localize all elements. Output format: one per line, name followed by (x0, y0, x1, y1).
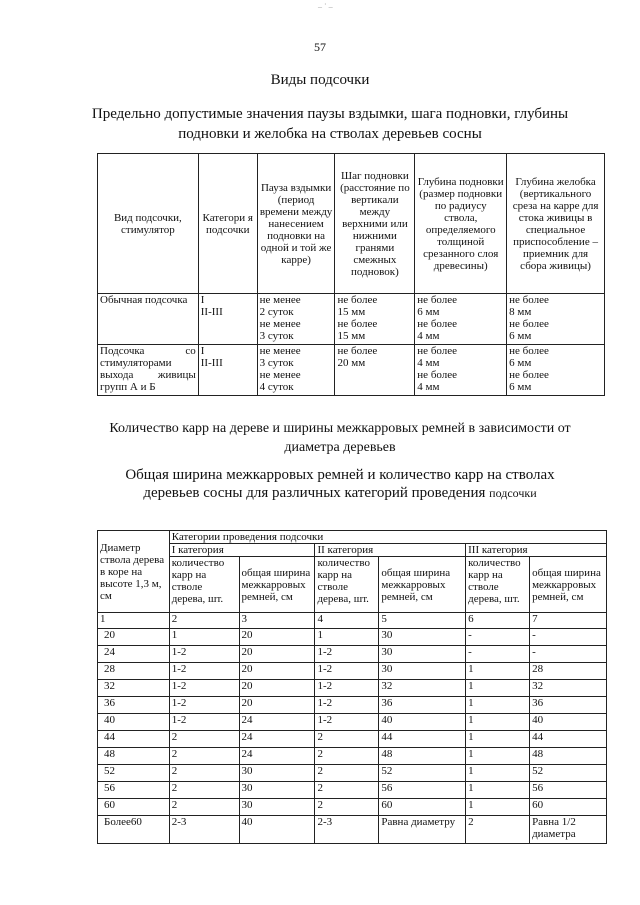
table-cell: 2 (315, 748, 379, 765)
t1-cell: Подсочка со стимуляторами выхода живицы групп А и Б (98, 345, 199, 396)
table-row (98, 663, 607, 680)
t2-header-group: Категории проведения подсочки (169, 531, 606, 544)
page-number: 57 (314, 40, 326, 54)
table-cell: 1-2 (169, 646, 239, 663)
table-row (98, 765, 607, 782)
table-cell: 20 (239, 697, 315, 714)
table-cell: - (466, 629, 530, 646)
table-tapping-limits (97, 153, 605, 396)
table-cell: 1-2 (315, 680, 379, 697)
table-cell: 2 (169, 765, 239, 782)
table-cell: 30 (379, 629, 466, 646)
table-cell: 40 (379, 714, 466, 731)
table-cell: 20 (239, 629, 315, 646)
table-cell: 48 (530, 748, 607, 765)
table-cell: 44 (379, 731, 466, 748)
table-cell: 60 (379, 799, 466, 816)
section-heading: Количество карр на дереве и ширины межкарровых ремней в зависимости от диаметра деревьев (109, 421, 571, 455)
t2-header-width: общая ширина межкарровых ремней, см (379, 557, 466, 613)
table-cell: 30 (379, 646, 466, 663)
table-cell: 24 (239, 731, 315, 748)
table-cell: 40 (530, 714, 607, 731)
table-cell: 2 (466, 816, 530, 844)
t1-cell: I II-III (198, 294, 257, 345)
table-cell: 5 (379, 613, 466, 629)
page-title: Виды подсочки (270, 72, 370, 88)
table-row (98, 714, 607, 731)
table-cell: 52 (379, 765, 466, 782)
table-cell: 52 (530, 765, 607, 782)
t2-header-width: общая ширина межкарровых ремней, см (530, 557, 607, 613)
t1-header-pause: Пауза вздымки (период времени между нанесением подновки на одной и той же карре) (257, 154, 335, 294)
table-cell: - (530, 646, 607, 663)
table-cell: 1 (466, 731, 530, 748)
table-cell: 1-2 (169, 714, 239, 731)
table-cell: 36 (98, 697, 170, 714)
table-cell: 1 (466, 663, 530, 680)
table-row (98, 613, 607, 629)
t1-header-depth: Глубина подновки (размер подновки по радиусу ствола, определяемого толщиной срезанного слоя древесины) (415, 154, 507, 294)
table-cell: 56 (379, 782, 466, 799)
table-row (98, 731, 607, 748)
table-cell: 48 (98, 748, 170, 765)
table-cell: 48 (379, 748, 466, 765)
t1-cell: не более 6 мм не более 6 мм (507, 345, 605, 396)
t1-cell: не менее 2 суток не менее 3 суток (257, 294, 335, 345)
table-cell: 1-2 (315, 714, 379, 731)
t1-header-groove: Глубина желобка (вертикального среза на карре для стока живицы в специальное приспособление –приемник для сбора живицы) (507, 154, 605, 294)
t1-header-type: Вид подсочки, стимулятор (98, 154, 199, 294)
t1-cell: I II-III (198, 345, 257, 396)
table-cell: 36 (530, 697, 607, 714)
table-cell: 2 (169, 748, 239, 765)
table-cell: 40 (98, 714, 170, 731)
table-cell: 44 (530, 731, 607, 748)
table-row (98, 646, 607, 663)
table-cell: 1-2 (315, 697, 379, 714)
table-cell: 2 (169, 731, 239, 748)
table-cell: Более60 (98, 816, 170, 844)
table-cell: 2 (169, 799, 239, 816)
table-cell: 30 (239, 765, 315, 782)
table-cell: 1 (466, 782, 530, 799)
t1-cell: не более 8 мм не более 6 мм (507, 294, 605, 345)
table-cell: 1-2 (315, 646, 379, 663)
t2-header-diameter: Диаметр ствола дерева в коре на высоте 1,3 м, см (98, 531, 170, 613)
table-cell: 52 (98, 765, 170, 782)
t1-header-step: Шаг подновки (расстояние по вертикали между верхними или нижними гранями смежных подновок) (335, 154, 415, 294)
table-cell: 40 (239, 816, 315, 844)
table-row (98, 629, 607, 646)
table-cell: 1 (169, 629, 239, 646)
table-cell: 30 (379, 663, 466, 680)
table-cell: 1 (466, 748, 530, 765)
table-cell: 28 (98, 663, 170, 680)
table-row (98, 799, 607, 816)
t1-cell: не более 6 мм не более 4 мм (415, 294, 507, 345)
table-cell: 1 (98, 613, 170, 629)
t2-header-count: количество карр на стволе дерева, шт. (466, 557, 530, 613)
table-cell: - (530, 629, 607, 646)
table-cell: 1 (466, 799, 530, 816)
table-cell: 44 (98, 731, 170, 748)
table-cell: 2 (315, 782, 379, 799)
t1-cell: Обычная подсочка (98, 294, 199, 345)
table-cell: 20 (239, 663, 315, 680)
table-cell: 20 (239, 646, 315, 663)
top-mark: _ · _ (318, 0, 333, 9)
table-cell: 56 (530, 782, 607, 799)
table-row (98, 782, 607, 799)
t1-cell: не более 20 мм (335, 345, 415, 396)
t1-cell: не менее 3 суток не менее 4 суток (257, 345, 335, 396)
table-cell: 24 (98, 646, 170, 663)
table-cell: 1 (466, 680, 530, 697)
table-cell: 7 (530, 613, 607, 629)
t2-header-count: количество карр на стволе дерева, шт. (169, 557, 239, 613)
table-cell: 2 (169, 782, 239, 799)
table-row (98, 697, 607, 714)
table-cell: 6 (466, 613, 530, 629)
table-cell: 1-2 (169, 663, 239, 680)
t1-header-category: Категори я подсочки (198, 154, 257, 294)
table-cell: 1-2 (169, 697, 239, 714)
table1-caption: Предельно допустимые значения паузы вздымки, шага подновки, глубины подновки и желобка на стволах деревьев сосны (91, 106, 569, 142)
t2-header-cat3: III категория (466, 544, 607, 557)
table-cell: 1 (315, 629, 379, 646)
table-cell: 24 (239, 748, 315, 765)
table-cell: 30 (239, 799, 315, 816)
table-cell: 2 (315, 731, 379, 748)
table-cell: 2 (315, 765, 379, 782)
table-carr-widths (97, 530, 607, 844)
t1-cell: не более 4 мм не более 4 мм (415, 345, 507, 396)
table-cell: Равна диаметру (379, 816, 466, 844)
table2-caption: Общая ширина межкарровых ремней и количество карр на стволах деревьев сосны для различных категорий проведения подсочки (125, 467, 555, 501)
table-cell: 56 (98, 782, 170, 799)
table-cell: 4 (315, 613, 379, 629)
table-cell: 30 (239, 782, 315, 799)
table-cell: 1-2 (315, 663, 379, 680)
table-cell: 20 (239, 680, 315, 697)
table-cell: 32 (530, 680, 607, 697)
table-cell: 28 (530, 663, 607, 680)
table-cell: 3 (239, 613, 315, 629)
table-cell: 1-2 (169, 680, 239, 697)
table-cell: 24 (239, 714, 315, 731)
table-cell: 2 (169, 613, 239, 629)
table-cell: 60 (530, 799, 607, 816)
table-cell: 1 (466, 697, 530, 714)
table-cell: 36 (379, 697, 466, 714)
t2-header-cat1: I категория (169, 544, 315, 557)
table-cell: 32 (98, 680, 170, 697)
table-cell: 1 (466, 765, 530, 782)
table-cell: Равна 1/2 диаметра (530, 816, 607, 844)
table-cell: 2 (315, 799, 379, 816)
table-cell: 2-3 (315, 816, 379, 844)
t2-header-cat2: II категория (315, 544, 466, 557)
table-row (98, 816, 607, 844)
table-cell: 32 (379, 680, 466, 697)
t2-header-count: количество карр на стволе дерева, шт. (315, 557, 379, 613)
table-cell: - (466, 646, 530, 663)
t1-cell: не более 15 мм не более 15 мм (335, 294, 415, 345)
table-cell: 60 (98, 799, 170, 816)
table-cell: 1 (466, 714, 530, 731)
table-row (98, 680, 607, 697)
t2-header-width: общая ширина межкарровых ремней, см (239, 557, 315, 613)
table-cell: 20 (98, 629, 170, 646)
table-cell: 2-3 (169, 816, 239, 844)
table-row (98, 748, 607, 765)
